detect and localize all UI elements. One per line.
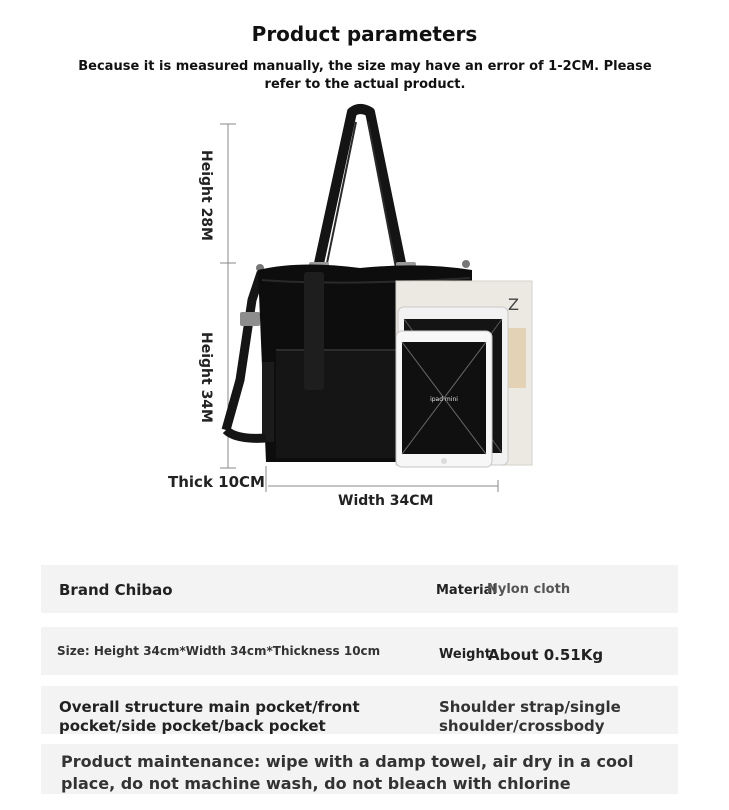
strap-text: Shoulder strap/single shoulder/crossbody (439, 698, 621, 735)
brand-text: Brand Chibao (59, 581, 173, 599)
weight-label: Weight (439, 647, 491, 662)
spec-row-brand (41, 565, 678, 613)
material-value: Nylon cloth (487, 582, 571, 597)
spec-row-structure (41, 686, 678, 734)
product-figure (0, 100, 729, 530)
material-label: Material (436, 583, 497, 598)
maintenance-text: Product maintenance: wipe with a damp towel, air dry in a cool place, do not machine wash, do not bleach with chlorine (61, 752, 634, 793)
thick-label: Thick 10CM (168, 473, 265, 491)
height-upper-label: Height 28M (198, 150, 214, 241)
spec-row-maintenance (41, 744, 678, 794)
measurement-note: Because it is measured manually, the size may have an error of 1-2CM. Please refer to the actual product. (78, 59, 652, 92)
page-title: Product parameters (251, 22, 478, 46)
spec-row-size (41, 627, 678, 675)
magazine-letter: Z (508, 295, 519, 314)
height-lower-label: Height 34M (198, 332, 214, 423)
size-text: Size: Height 34cm*Width 34cm*Thickness 10cm (57, 644, 381, 658)
tablet-label: ipad mini (430, 396, 458, 403)
width-label: Width 34CM (338, 493, 434, 509)
bag-illustration (0, 100, 729, 530)
structure-text: Overall structure main pocket/front pocket/side pocket/back pocket (59, 698, 360, 735)
weight-value: About 0.51Kg (488, 646, 604, 664)
